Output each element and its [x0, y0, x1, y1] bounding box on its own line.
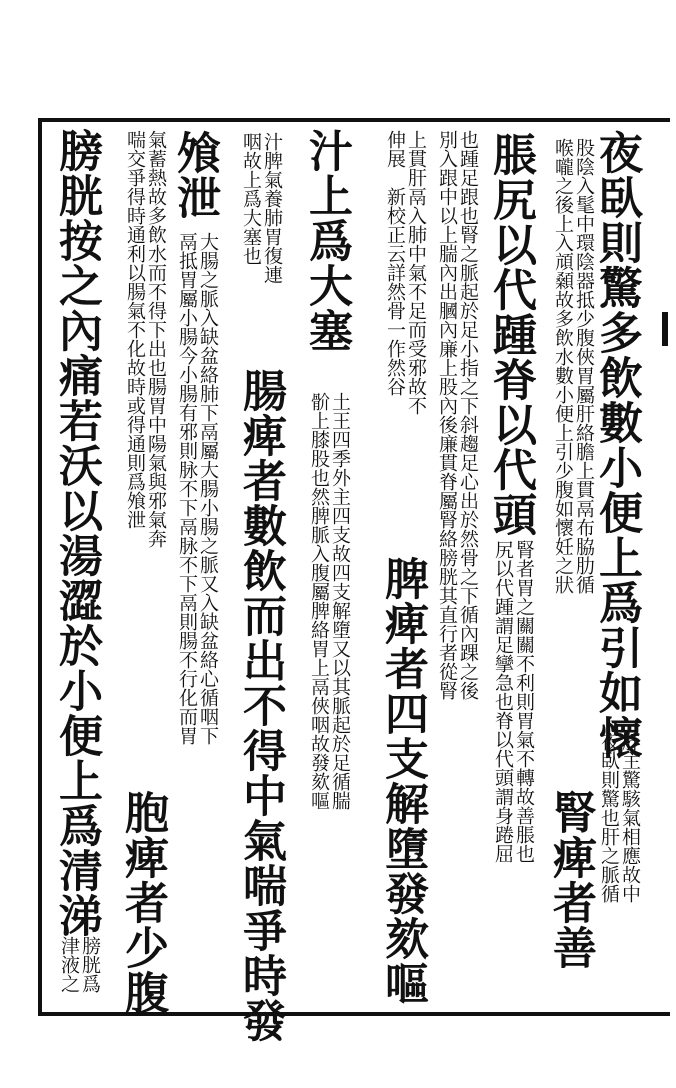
annotation-column-2	[594, 732, 640, 1012]
annotation-line: 尻以代踵謂足攣急也脊以代頭謂身踡屈	[492, 540, 514, 863]
annotation-line: 膀胱爲	[79, 936, 101, 993]
text-column-1: 夜臥則驚多飲數小便上爲引如懷	[591, 130, 642, 760]
annotation-line: 土王四季外主四支故四支解墮又以其脈起於足循腨	[329, 392, 351, 810]
text-column-10-tail: 胞痺者少腹	[117, 790, 168, 1015]
text-column-4: 脹尻以代踵脊以代頭	[485, 132, 536, 537]
annotation-line: 大腸之脈入缺盆絡肺下鬲屬大腸小腸之脈又入缺盆絡心循咽下	[197, 232, 219, 745]
annotation-line: 鬲抵胃屬小腸今小腸有邪則脉不下鬲脉不下鬲則腸不行化而胃	[176, 232, 198, 745]
annotation-line: 上貫肝鬲入肺中氣不足而受邪故不	[405, 130, 427, 415]
annotation-line: 也踵足跟也腎之脈起於足小指之下斜趨足心出於然骨之下循內踝之後	[457, 130, 479, 700]
annotation-line: 別入跟中以上腨內出膕內廉上股內後廉貫脊屬腎絡膀胱其直行者從腎	[436, 130, 458, 700]
annotation-line: 伸展 新校正云詳然骨一作然谷	[384, 130, 406, 396]
text-column-6-tail: 脾痺者四支解墮發欬嘔	[377, 556, 428, 1006]
annotation-column-5	[432, 130, 478, 1010]
annotation-column-4	[488, 540, 534, 980]
annotation-column-3	[548, 138, 594, 778]
text-column-3-tail: 腎痺者善	[545, 790, 596, 970]
left-border-line	[38, 118, 42, 1016]
annotation-line: 夜臥則驚也肝之脈循	[598, 732, 620, 903]
text-column-7: 汁上爲大塞	[301, 128, 352, 353]
annotation-line: 股陰入髦中環陰器抵少腹俠胃屬肝絡膽上貫鬲布脇肋循	[573, 138, 595, 594]
annotation-line: 喘交爭得時通利以腸氣不化故時或得通則爲飧泄	[124, 130, 146, 529]
text-column-11: 膀胱按之內痛若沃以湯澀於小便上爲清涕	[51, 128, 102, 938]
text-column-8-tail: 腸痺者數飲而出不得中氣喘爭時發	[235, 368, 286, 1043]
annotation-line: 肝主驚駭氣相應故中	[619, 732, 641, 903]
annotation-line: 骱上膝股也然脾脈入腹屬脾絡胃上鬲俠咽故發欬嘔	[308, 392, 330, 810]
annotation-line: 腎者胃之關關不利則胃氣不轉故善脹也	[513, 540, 535, 863]
annotation-column-11	[54, 936, 100, 1012]
edge-mark	[662, 312, 668, 346]
annotation-line: 津液之	[58, 936, 80, 993]
annotation-column-6	[380, 130, 426, 560]
annotation-line: 咽故上爲大塞也	[240, 132, 262, 265]
annotation-line: 汁脾氣養肺胃復連	[261, 132, 283, 284]
top-border-line	[40, 118, 670, 122]
text-column-9: 飧泄	[169, 130, 220, 220]
annotation-line: 喉嚨之後上入頏顙故多飲水數小便上引少腹如懷妊之狀	[552, 138, 574, 594]
annotation-column-9	[172, 232, 218, 1012]
annotation-column-7	[304, 392, 350, 992]
annotation-column-10	[120, 130, 166, 790]
annotation-line: 氣蓄熱故多飲水而不得下出也腸胃中陽氣與邪氣奔	[145, 130, 167, 548]
annotation-column-8	[236, 132, 282, 372]
